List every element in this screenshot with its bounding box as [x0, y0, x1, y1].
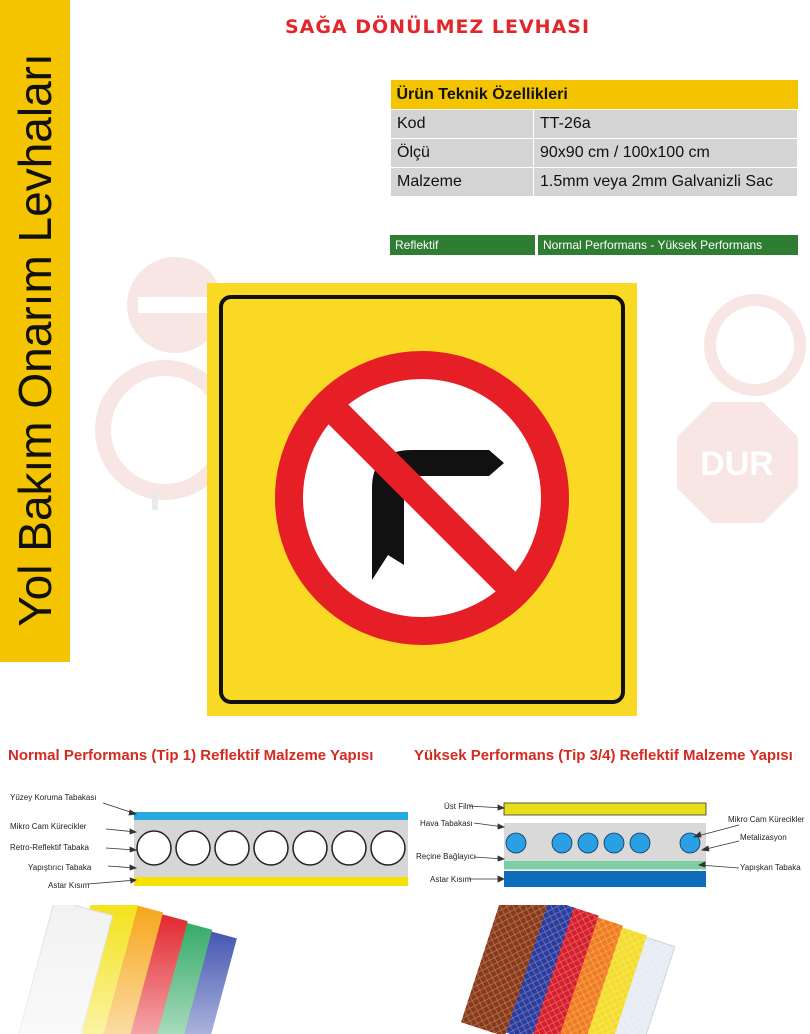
- reflective-key: Reflektif: [390, 235, 535, 255]
- layer-label: Mikro Cam Kürecikler: [10, 822, 87, 831]
- spec-value: 1.5mm veya 2mm Galvanizli Sac: [534, 168, 798, 197]
- layer-label: Yapıştırıcı Tabaka: [28, 863, 92, 872]
- high-performance-title: Yüksek Performans (Tip 3/4) Reflektif Malzeme Yapısı: [414, 747, 793, 764]
- layer-label: Retro-Reflektif Tabaka: [10, 843, 89, 852]
- normal-performance-title: Normal Performans (Tip 1) Reflektif Malzeme Yapısı: [8, 747, 374, 764]
- sidebar-title: Yol Bakım Onarım Levhaları: [9, 53, 61, 627]
- layer-label: Hava Tabakası: [420, 819, 473, 828]
- stop-sign-text: DUR: [700, 445, 774, 483]
- spec-table: [390, 80, 798, 197]
- spec-table-header: Ürün Teknik Özellikleri: [391, 80, 798, 110]
- table-row: [391, 168, 798, 197]
- layer-label: Reçine Bağlayıcı: [416, 852, 477, 861]
- layer-label: Astar Kısım: [48, 881, 90, 890]
- background-circle-sign: [700, 290, 810, 400]
- layer-label: Metalizasyon: [740, 833, 787, 842]
- table-row: [391, 110, 798, 139]
- spec-key: Kod: [391, 110, 534, 139]
- spec-key: Malzeme: [391, 168, 534, 197]
- sidebar-banner: [0, 0, 70, 662]
- spec-key: Ölçü: [391, 139, 534, 168]
- layer-label: Üst Film: [444, 802, 474, 811]
- table-row: [391, 139, 798, 168]
- high-reflective-samples: [445, 905, 675, 1034]
- normal-structure-diagram: [8, 790, 408, 890]
- no-right-turn-sign: [207, 283, 637, 716]
- layer-label: Astar Kısım: [430, 875, 472, 884]
- reflective-row: [390, 235, 798, 255]
- layer-label: Yapışkan Tabaka: [740, 863, 801, 872]
- page-title: SAĞA DÖNÜLMEZ LEVHASI: [284, 16, 591, 38]
- background-stop-sign: [675, 400, 800, 525]
- layer-label: Yüzey Koruma Tabakası: [10, 793, 97, 802]
- normal-reflective-samples: [15, 905, 255, 1034]
- spec-value: 90x90 cm / 100x100 cm: [534, 139, 798, 168]
- spec-value: TT-26a: [534, 110, 798, 139]
- high-structure-diagram: [414, 795, 810, 895]
- reflective-value: Normal Performans - Yüksek Performans: [538, 235, 798, 255]
- layer-label: Mikro Cam Kürecikler: [728, 815, 805, 824]
